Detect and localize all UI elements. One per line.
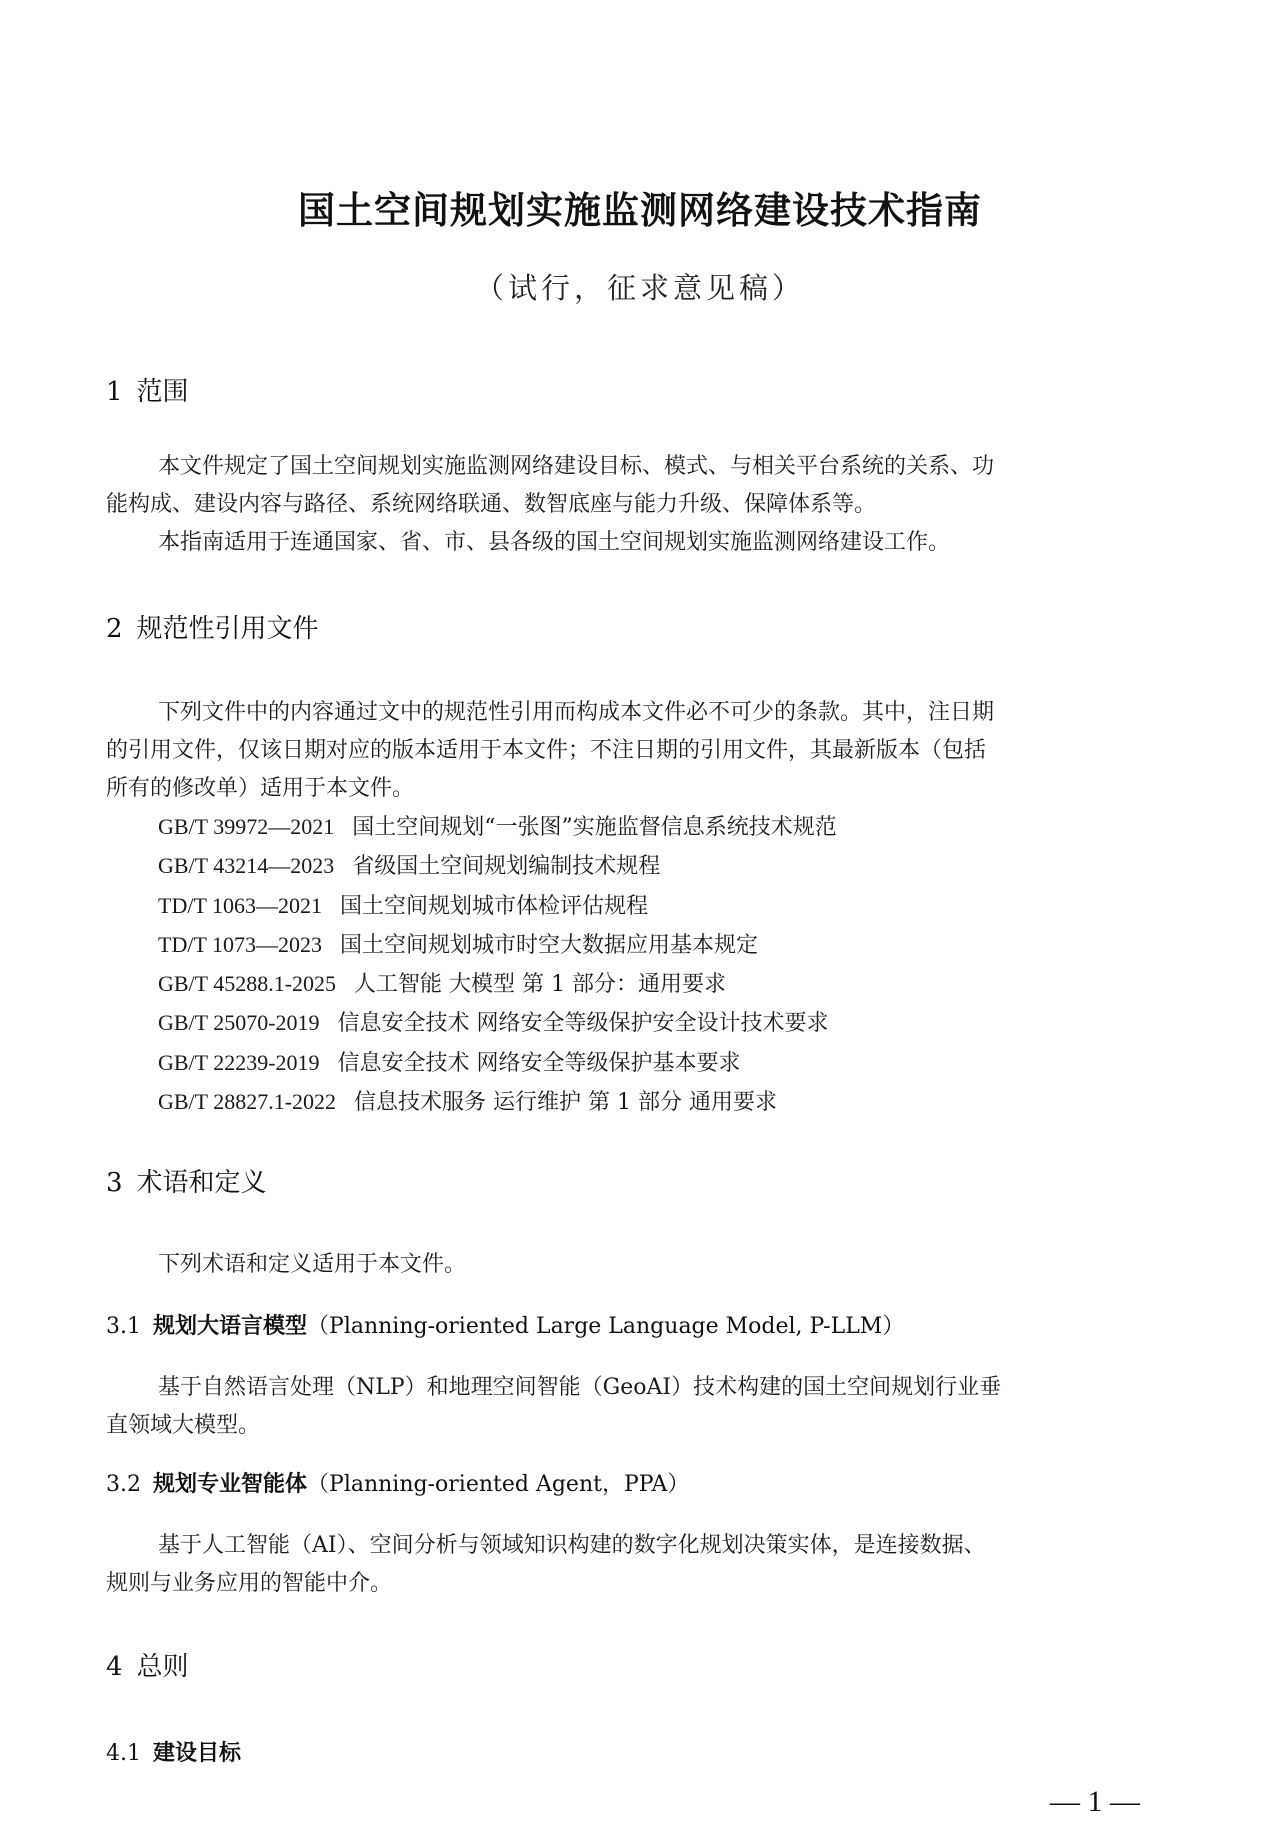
term-3-2-definition: [106, 1527, 1132, 1603]
section-3-heading: [106, 1165, 267, 1201]
section-title: 范围: [136, 377, 189, 407]
paragraph-line: 的引用文件，仅该日期对应的版本适用于本文件；不注日期的引用文件，其最新版本（包括: [106, 738, 987, 763]
section-title: 总则: [136, 1652, 189, 1682]
page-number: — 1 —: [1050, 1785, 1140, 1818]
reference-item: [158, 965, 1118, 1004]
section-2-heading: [106, 611, 319, 647]
reference-code: GB/T 39972—2021: [158, 814, 335, 839]
paragraph-line: 规则与业务应用的智能中介。: [106, 1571, 393, 1596]
section-3-intro: [106, 1246, 1132, 1284]
reference-code: GB/T 22239-2019: [158, 1049, 320, 1075]
paragraph-line: 基于自然语言处理（NLP）和地理空间智能（GeoAI）技术构建的国土空间规划行业垂: [158, 1375, 1002, 1400]
section-number: 4: [106, 1652, 123, 1682]
term-number: 3.1: [106, 1314, 141, 1339]
paragraph-line: 直领域大模型。: [106, 1413, 261, 1438]
reference-item: [158, 926, 1118, 965]
reference-item: [158, 847, 1118, 886]
reference-code: GB/T 45288.1-2025: [158, 971, 337, 997]
reference-name: 信息安全技术 网络安全等级保护基本要求: [337, 1050, 741, 1076]
reference-name: 人工智能 大模型 第 1 部分：通用要求: [354, 972, 727, 998]
reference-name: 国土空间规划城市体检评估规程: [339, 893, 648, 919]
document-subtitle: （试行，征求意见稿）: [474, 271, 805, 305]
subsection-title: 建设目标: [153, 1741, 242, 1766]
term-number: 3.2: [106, 1472, 141, 1497]
section-2-intro: [106, 694, 1132, 808]
term-3-1-definition: [106, 1369, 1132, 1445]
reference-item: [158, 808, 1118, 847]
paragraph-line: 所有的修改单）适用于本文件。: [106, 776, 415, 801]
term-english: （Planning-oriented Agent，PPA）: [307, 1472, 690, 1497]
reference-name: 信息技术服务 运行维护 第 1 部分 通用要求: [354, 1090, 778, 1116]
section-title: 规范性引用文件: [136, 614, 319, 644]
reference-item: [158, 1083, 1118, 1122]
term-name: 规划专业智能体: [153, 1472, 308, 1497]
reference-code: TD/T 1063—2021: [158, 892, 322, 918]
reference-item: [158, 1044, 1118, 1083]
reference-item: [158, 1004, 1118, 1043]
paragraph-line: 本指南适用于连通国家、省、市、县各级的国土空间规划实施监测网络建设工作。: [158, 530, 951, 555]
reference-name: 省级国土空间规划编制技术规程: [352, 854, 661, 880]
reference-code: TD/T 1073—2023: [158, 931, 322, 957]
section-4-heading: [106, 1649, 189, 1685]
paragraph-line: 能构成、建设内容与路径、系统网络联通、数智底座与能力升级、保障体系等。: [106, 492, 877, 517]
reference-code: GB/T 43214—2023: [158, 853, 335, 879]
reference-code: GB/T 28827.1-2022: [158, 1089, 337, 1115]
term-english: （Planning-oriented Large Language Model, P-LLM）: [307, 1314, 905, 1339]
reference-name: 信息安全技术 网络安全等级保护安全设计技术要求: [337, 1011, 829, 1037]
reference-code: GB/T 25070-2019: [158, 1010, 320, 1036]
section-number: 1: [106, 377, 123, 407]
document-title: 国土空间规划实施监测网络建设技术指南: [298, 189, 982, 232]
reference-item: [158, 887, 1118, 926]
section-number: 3: [106, 1168, 123, 1198]
paragraph-line: 下列文件中的内容通过文中的规范性引用而构成本文件必不可少的条款。其中，注日期: [158, 700, 995, 725]
section-number: 2: [106, 614, 123, 644]
subsection-number: 4.1: [106, 1741, 141, 1766]
paragraph-line: 基于人工智能（AI）、空间分析与领域知识构建的数字化规划决策实体，是连接数据、: [158, 1533, 986, 1558]
term-3-1-heading: [106, 1310, 904, 1344]
subsection-4-1-heading: [106, 1737, 241, 1771]
section-1-heading: [106, 374, 189, 410]
paragraph-line: 下列术语和定义适用于本文件。: [158, 1252, 467, 1277]
reference-list: [158, 808, 1118, 1122]
term-name: 规划大语言模型: [153, 1314, 308, 1339]
term-3-2-heading: [106, 1468, 689, 1502]
section-1-paragraph: [106, 448, 1132, 562]
reference-name: 国土空间规划城市时空大数据应用基本规定: [339, 932, 758, 958]
paragraph-line: 本文件规定了国土空间规划实施监测网络建设目标、模式、与相关平台系统的关系、功: [158, 454, 995, 479]
reference-name: 国土空间规划“一张图”实施监督信息系统技术规范: [352, 815, 837, 840]
section-title: 术语和定义: [136, 1168, 267, 1198]
